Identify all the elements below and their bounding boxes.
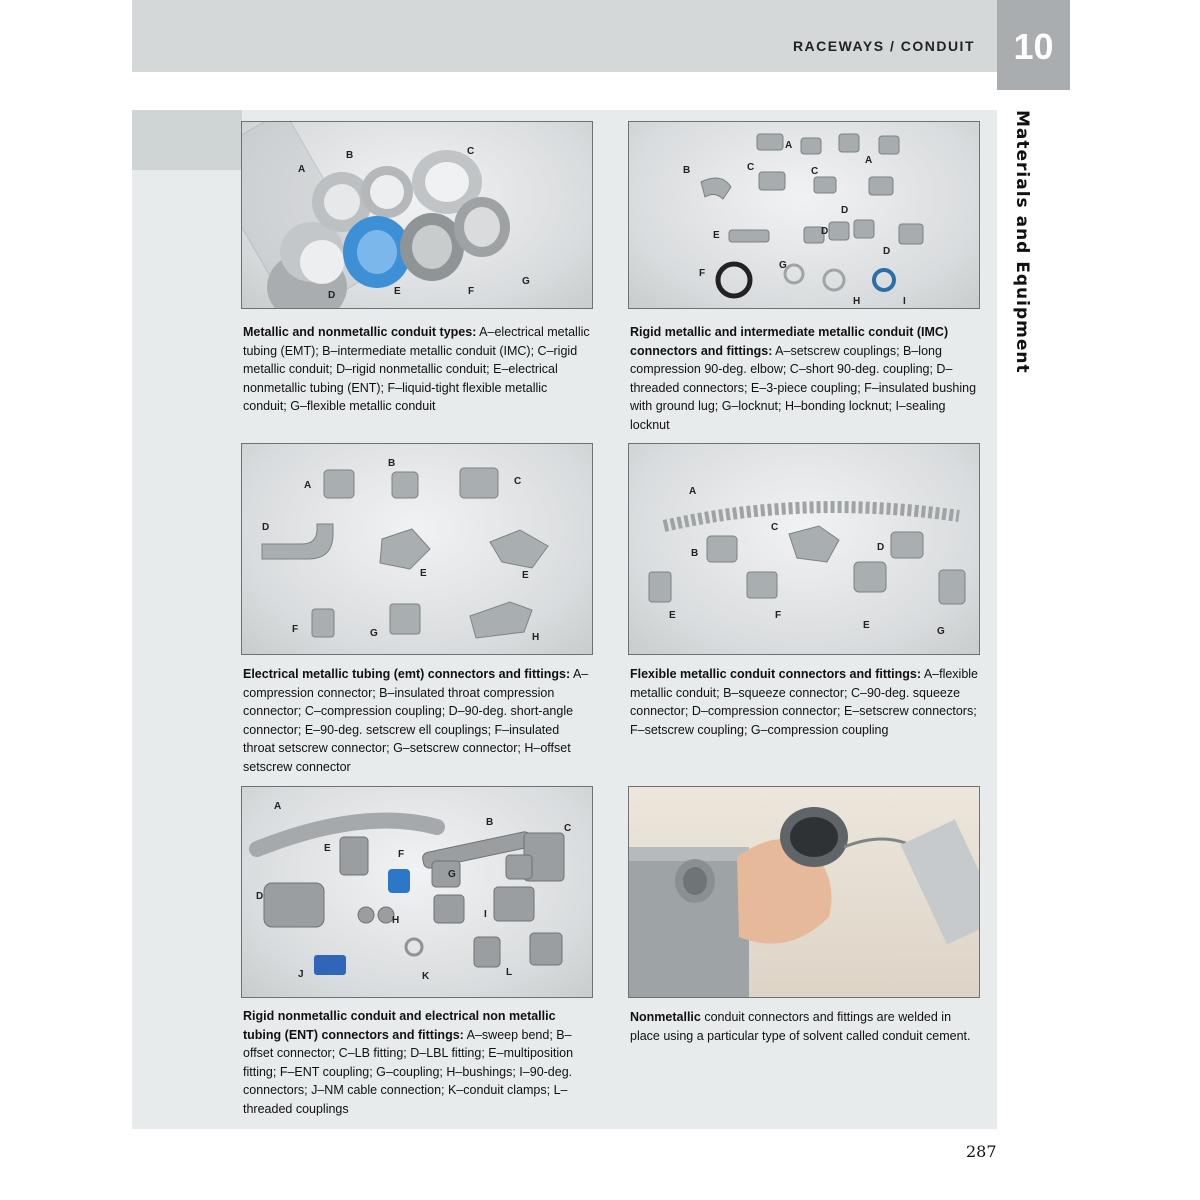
- header-band: [132, 0, 997, 72]
- caption-title: Metallic and nonmetallic conduit types:: [243, 325, 477, 339]
- figure-letter: A: [689, 486, 697, 497]
- caption-body: A–electrical metallic tubing (EMT); B–intermediate metallic conduit (IMC); C–rigid metallic conduit; D–rigid nonmetallic conduit; E–electrical nonmetallic tubing (ENT); F–liquid-tight flexible metallic conduit; G–flexible metallic conduit: [243, 325, 590, 413]
- figure-letter: I: [903, 296, 906, 307]
- figure-letter: D: [877, 542, 885, 553]
- figure-letter: G: [448, 869, 456, 880]
- chapter-tab: [997, 0, 1070, 90]
- figure-letter: E: [394, 286, 401, 297]
- side-title: Materials and Equipment: [1012, 110, 1032, 374]
- figure-letter: D: [883, 246, 891, 257]
- caption-body: A–compression connector; B–insulated throat compression connector; C–compression coupling; D–90-deg. short-angle connector; E–90-deg. setscrew ell couplings; F–insulated throat setscrew connector; G–setscrew connector; H–offset setscrew connector: [243, 667, 589, 774]
- emt-fittings-illustration: [242, 444, 592, 654]
- figure-letter: A: [304, 480, 312, 491]
- figure-letter: C: [811, 166, 819, 177]
- figure-letter: A: [274, 801, 282, 812]
- figure-letter: E: [669, 610, 676, 621]
- figure-letter: E: [863, 620, 870, 631]
- caption-title: Nonmetallic: [630, 1010, 701, 1024]
- figure-letter: L: [506, 967, 513, 978]
- figure-letter: E: [324, 843, 331, 854]
- caption-conduit-cement: [630, 1008, 980, 1045]
- caption-body: A–setscrew couplings; B–long compression 90-deg. elbow; C–short 90-deg. coupling; D–threaded connectors; E–3-piece coupling; F–insulated bushing with ground lug; G–locknut; H–bonding locknut; I–sealing locknut: [630, 343, 977, 432]
- caption-flexible-fittings: [630, 665, 980, 739]
- caption-nonmetallic-fittings: [243, 1007, 593, 1118]
- caption-rigid-imc-fittings: [630, 323, 980, 434]
- panel-accent: [132, 110, 242, 170]
- rigid-imc-fittings-illustration: [629, 122, 979, 308]
- rigid-imc-fittings-photo: [628, 121, 980, 309]
- figure-letter: F: [468, 286, 475, 297]
- figure-letter: D: [256, 891, 264, 902]
- caption-body: A–flexible metallic conduit; B–squeeze connector; C–90-deg. squeeze connector; D–compression connector; E–setscrew connectors; F–setscrew coupling; G–compression coupling: [630, 667, 979, 737]
- figure-letter: D: [841, 205, 849, 216]
- figure-letter: A: [298, 164, 306, 175]
- figure-letter: G: [522, 276, 530, 287]
- section-label: RACEWAYS / CONDUIT: [792, 38, 975, 54]
- figure-letter: C: [514, 476, 522, 487]
- figure-letter: C: [771, 522, 779, 533]
- caption-body: conduit connectors and fittings are welded in place using a particular type of solvent called conduit cement.: [630, 1010, 971, 1043]
- caption-emt-fittings: [243, 665, 593, 776]
- nonmetallic-fittings-illustration: [242, 787, 592, 997]
- figure-letter: D: [262, 522, 270, 533]
- figure-letter: H: [853, 296, 861, 307]
- caption-body: A–sweep bend; B–offset connector; C–LB fitting; D–LBL fitting; E–multiposition fitting; F–ENT coupling; G–coupling; H–bushings; I–90-deg. connectors; J–NM cable connection; K–conduit clamps; L–threaded couplings: [243, 1027, 574, 1116]
- figure-letter: D: [328, 290, 336, 301]
- figure-letter: F: [292, 624, 299, 635]
- nonmetallic-fittings-photo: [241, 786, 593, 998]
- figure-letter: B: [346, 150, 354, 161]
- figure-letter: E: [420, 568, 427, 579]
- figure-letter: F: [699, 268, 706, 279]
- figure-letter: F: [775, 610, 782, 621]
- conduit-types-illustration: [242, 122, 592, 308]
- chapter-number: 10: [1013, 26, 1054, 67]
- conduit-cement-illustration: [629, 787, 979, 997]
- caption-title: Electrical metallic tubing (emt) connectors and fittings:: [243, 667, 571, 681]
- conduit-cement-photo: [628, 786, 980, 998]
- caption-conduit-types: [243, 323, 593, 416]
- page-number: 287: [966, 1142, 997, 1161]
- caption-title: Rigid nonmetallic conduit and electrical non metallic tubing (ENT) connectors and fittings:: [243, 1009, 556, 1042]
- figure-letter: G: [779, 260, 787, 271]
- conduit-types-photo: [241, 121, 593, 309]
- figure-letter: B: [691, 548, 699, 559]
- figure-letter: D: [821, 226, 829, 237]
- figure-letter: H: [392, 915, 400, 926]
- figure-letter: C: [747, 162, 755, 173]
- figure-letter: B: [683, 165, 691, 176]
- caption-title: Rigid metallic and intermediate metallic conduit (IMC) connectors and fittings:: [630, 325, 949, 358]
- figure-letter: B: [486, 817, 494, 828]
- figure-letter: A: [865, 155, 873, 166]
- figure-letter: B: [388, 458, 396, 469]
- figure-letter: E: [713, 230, 720, 241]
- figure-letter: K: [422, 971, 430, 982]
- figure-letter: J: [298, 969, 304, 980]
- figure-letter: C: [564, 823, 572, 834]
- figure-letter: A: [785, 140, 793, 151]
- flexible-fittings-photo: [628, 443, 980, 655]
- flexible-fittings-illustration: [629, 444, 979, 654]
- figure-letter: I: [484, 909, 487, 920]
- figure-letter: G: [370, 628, 378, 639]
- figure-letter: H: [532, 632, 540, 643]
- figure-letter: G: [937, 626, 945, 637]
- emt-fittings-photo: [241, 443, 593, 655]
- caption-title: Flexible metallic conduit connectors and fittings:: [630, 667, 922, 681]
- figure-letter: C: [467, 146, 475, 157]
- figure-letter: F: [398, 849, 405, 860]
- figure-letter: E: [522, 570, 529, 581]
